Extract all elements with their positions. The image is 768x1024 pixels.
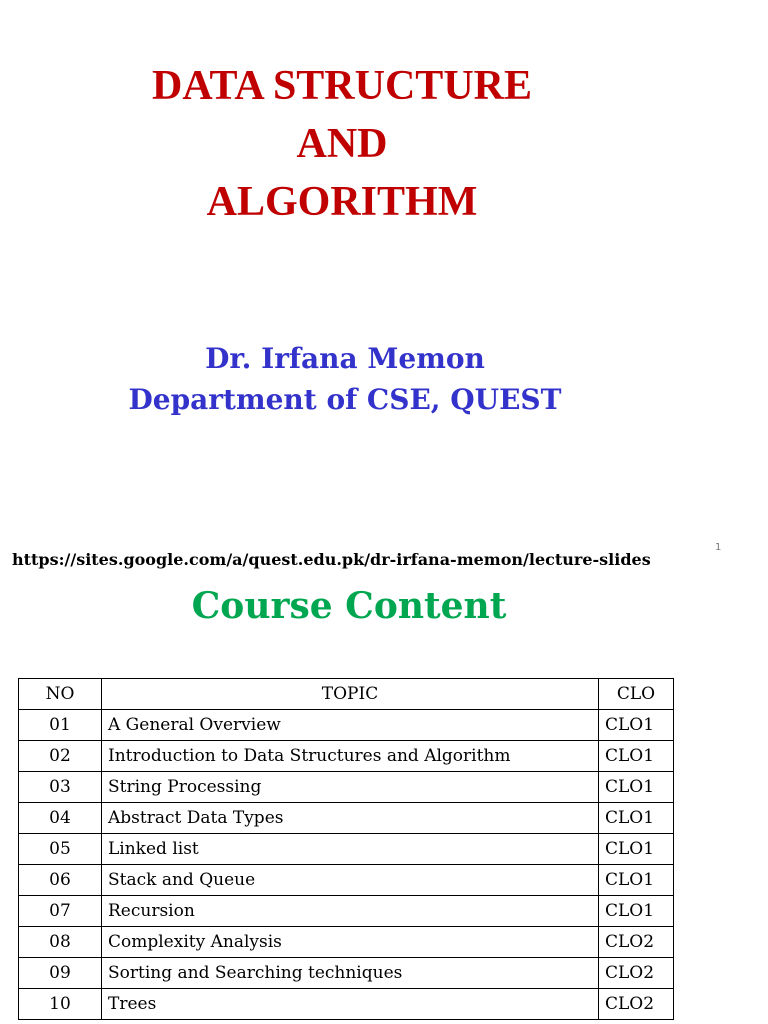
lecture-slides-url: https://sites.google.com/a/quest.edu.pk/dr-irfana-memon/lecture-slides — [12, 550, 651, 569]
table-row — [19, 865, 674, 896]
table-row — [19, 710, 674, 741]
row-topic: String Processing — [102, 772, 599, 803]
row-no: 07 — [19, 896, 102, 927]
row-topic: Recursion — [102, 896, 599, 927]
table-row — [19, 834, 674, 865]
row-topic: Linked list — [102, 834, 599, 865]
slide-title — [0, 57, 684, 231]
table-row — [19, 772, 674, 803]
table-row — [19, 803, 674, 834]
row-clo: CLO1 — [599, 772, 674, 803]
row-clo: CLO1 — [599, 710, 674, 741]
row-clo: CLO1 — [599, 834, 674, 865]
author-department: Department of CSE, QUEST — [128, 383, 562, 416]
row-no: 09 — [19, 958, 102, 989]
row-topic: Abstract Data Types — [102, 803, 599, 834]
author-block — [0, 338, 690, 420]
row-topic: Stack and Queue — [102, 865, 599, 896]
row-no: 05 — [19, 834, 102, 865]
row-topic: Introduction to Data Structures and Algorithm — [102, 741, 599, 772]
row-clo: CLO2 — [599, 927, 674, 958]
page-number: 1 — [715, 542, 722, 553]
row-topic: Trees — [102, 989, 599, 1020]
section-title: Course Content — [191, 585, 507, 627]
row-topic: Sorting and Searching techniques — [102, 958, 599, 989]
header-topic: TOPIC — [102, 679, 599, 710]
row-no: 10 — [19, 989, 102, 1020]
row-no: 04 — [19, 803, 102, 834]
author-name: Dr. Irfana Memon — [205, 342, 485, 375]
table-row — [19, 927, 674, 958]
table-row — [19, 896, 674, 927]
row-no: 08 — [19, 927, 102, 958]
row-topic: Complexity Analysis — [102, 927, 599, 958]
row-clo: CLO1 — [599, 865, 674, 896]
table-row — [19, 958, 674, 989]
course-content-table — [18, 678, 674, 1020]
row-clo: CLO1 — [599, 896, 674, 927]
row-topic: A General Overview — [102, 710, 599, 741]
title-line-2: AND — [296, 121, 388, 167]
header-no: NO — [19, 679, 102, 710]
table-row — [19, 989, 674, 1020]
row-clo: CLO1 — [599, 741, 674, 772]
header-clo: CLO — [599, 679, 674, 710]
title-line-1: DATA STRUCTURE — [151, 63, 532, 109]
table-header-row — [19, 679, 674, 710]
row-clo: CLO1 — [599, 803, 674, 834]
row-clo: CLO2 — [599, 989, 674, 1020]
row-no: 03 — [19, 772, 102, 803]
row-no: 06 — [19, 865, 102, 896]
row-clo: CLO2 — [599, 958, 674, 989]
row-no: 01 — [19, 710, 102, 741]
table-row — [19, 741, 674, 772]
title-line-3: ALGORITHM — [206, 179, 478, 225]
row-no: 02 — [19, 741, 102, 772]
